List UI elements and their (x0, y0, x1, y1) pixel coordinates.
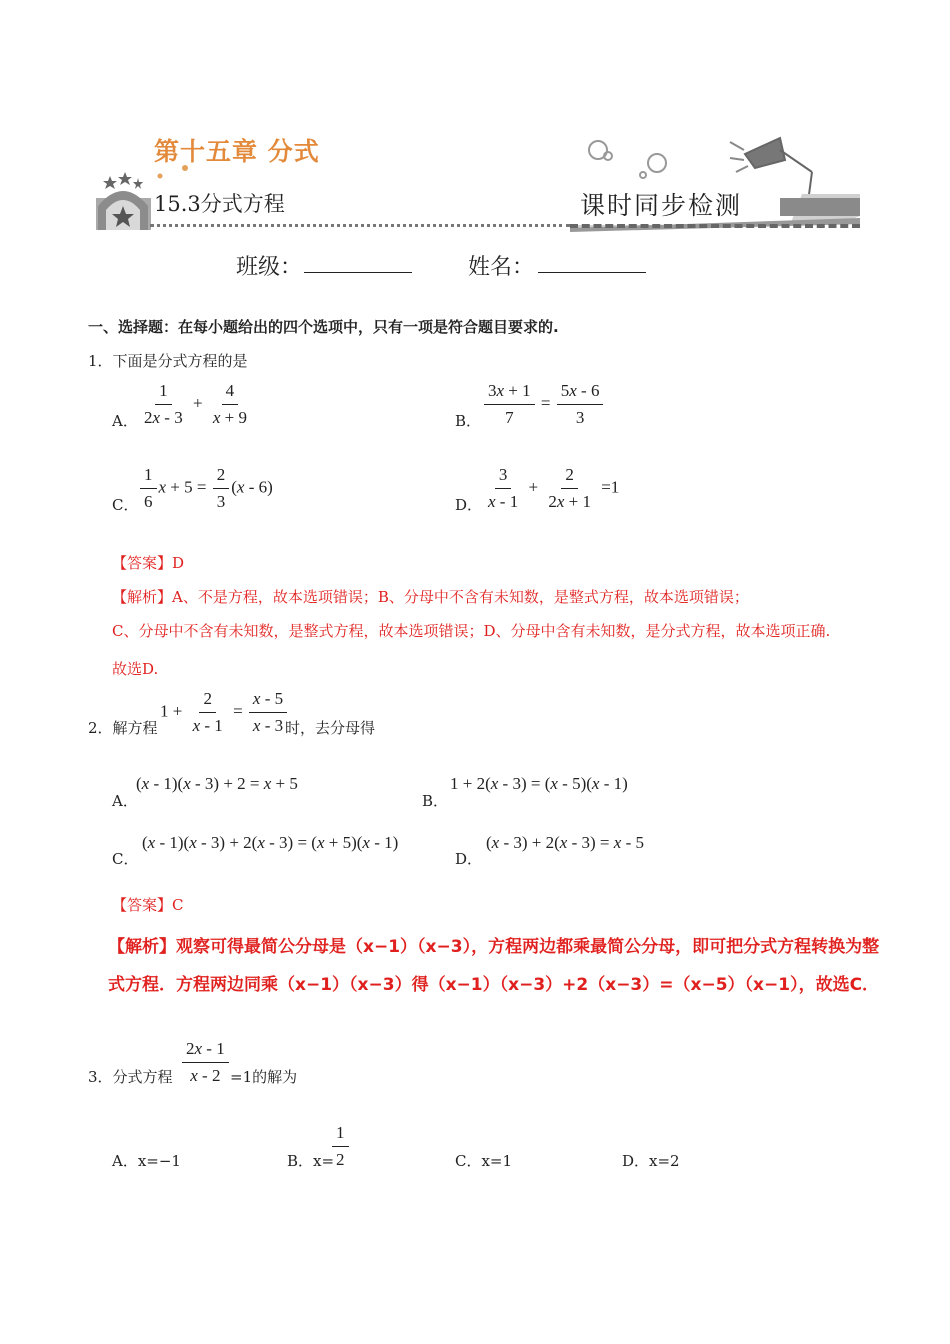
bubbles-icon (589, 141, 666, 178)
q3-option-b-prefix: B．x= (287, 1152, 335, 1170)
q1-analysis-line3: 故选D. (112, 660, 159, 678)
name-label: 姓名： (468, 255, 535, 280)
name-field[interactable] (538, 248, 646, 273)
q1-option-c-formula: $\frac{1}{6}$ x + 5 = $\frac{2}{3}$ (x - 6) (138, 464, 273, 513)
class-field[interactable] (304, 248, 412, 273)
q3-option-a: A．x=−1 (112, 1152, 181, 1170)
q2-option-c-label: C． (112, 850, 139, 868)
star-badge-icon (96, 172, 151, 230)
question-3-stem-suffix: =1的解为 (230, 1068, 298, 1086)
q2-analysis-line1: 【解析】观察可得最简公分母是（x−1）（x−3），方程两边都乘最简公分母，即可把分式方程转换为整 (108, 937, 880, 957)
chapter-title: 第十五章 分式 (154, 137, 320, 166)
q2-analysis-line2: 式方程．方程两边同乘（x−1）（x−3）得（x−1）（x−3）+2（x−3）=（x−5）（x−1），故选C． (108, 975, 880, 995)
q2-option-d-formula: (x - 3) + 2(x - 3) = x - 5 (486, 833, 644, 852)
q3-option-c: C．x=1 (455, 1152, 513, 1170)
q1-option-b-label: B． (455, 412, 482, 430)
q2-option-a-label: A． (112, 792, 138, 810)
question-1-stem: 1．下面是分式方程的是 (88, 352, 248, 370)
section-title: 15.3分式方程 (154, 192, 285, 216)
q1-option-b-formula: $\frac{3x + 1}{7}$ = $\frac{5x - 6}{3}$ (482, 380, 605, 429)
q2-option-b-label: B． (422, 792, 449, 810)
q2-option-d-label: D． (455, 850, 483, 868)
question-2-equation: 1 + $\frac{2}{x - 1}$ = $\frac{x - 5}{x - 3}$ (160, 688, 289, 737)
section-heading: 一、选择题：在每小题给出的四个选项中，只有一项是符合题目要求的. (88, 318, 559, 336)
q2-option-a-formula: (x - 1)(x - 3) + 2 = x + 5 (136, 774, 298, 793)
class-label: 班级： (236, 255, 303, 280)
question-3-equation: $\frac{2x - 1}{x - 2}$ (180, 1038, 231, 1087)
q3-option-d: D．x=2 (622, 1152, 680, 1170)
header-divider (150, 224, 570, 227)
q1-option-d-label: D． (455, 496, 483, 514)
header-divider-right (570, 224, 860, 228)
q2-option-c-formula: (x - 1)(x - 3) + 2(x - 3) = (x + 5)(x - 1) (142, 833, 399, 852)
q2-answer: 【答案】C (112, 896, 184, 914)
q1-option-c-label: C． (112, 496, 139, 514)
q1-option-d-formula: $\frac{3}{x - 1}$ + $\frac{2}{2x + 1}$ =1 (488, 465, 620, 511)
question-2-stem-suffix: 时，去分母得 (285, 719, 376, 737)
q1-option-a-label: A． (112, 412, 138, 430)
q1-option-a-formula: $\frac{1}{2x - 3}$ + $\frac{4}{x + 9}$ (144, 381, 247, 427)
q1-answer: 【答案】D (112, 554, 185, 572)
q2-option-b-formula: 1 + 2(x - 3) = (x - 5)(x - 1) (450, 774, 628, 793)
question-3-stem-prefix: 3．分式方程 (88, 1068, 173, 1086)
banner-title: 课时同步检测 (580, 191, 743, 220)
q3-option-b-fraction: $\frac{1}{2}$ (330, 1122, 351, 1171)
q1-analysis-line2: C、分母中不含有未知数，是整式方程，故本选项错误；D、分母中含有未知数，是分式方程，故本选项正确. (112, 622, 831, 640)
question-2-stem-prefix: 2．解方程 (88, 719, 158, 737)
q1-analysis-line1: 【解析】A、不是方程，故本选项错误；B、分母中不含有未知数，是整式方程，故本选项错误； (112, 588, 749, 606)
